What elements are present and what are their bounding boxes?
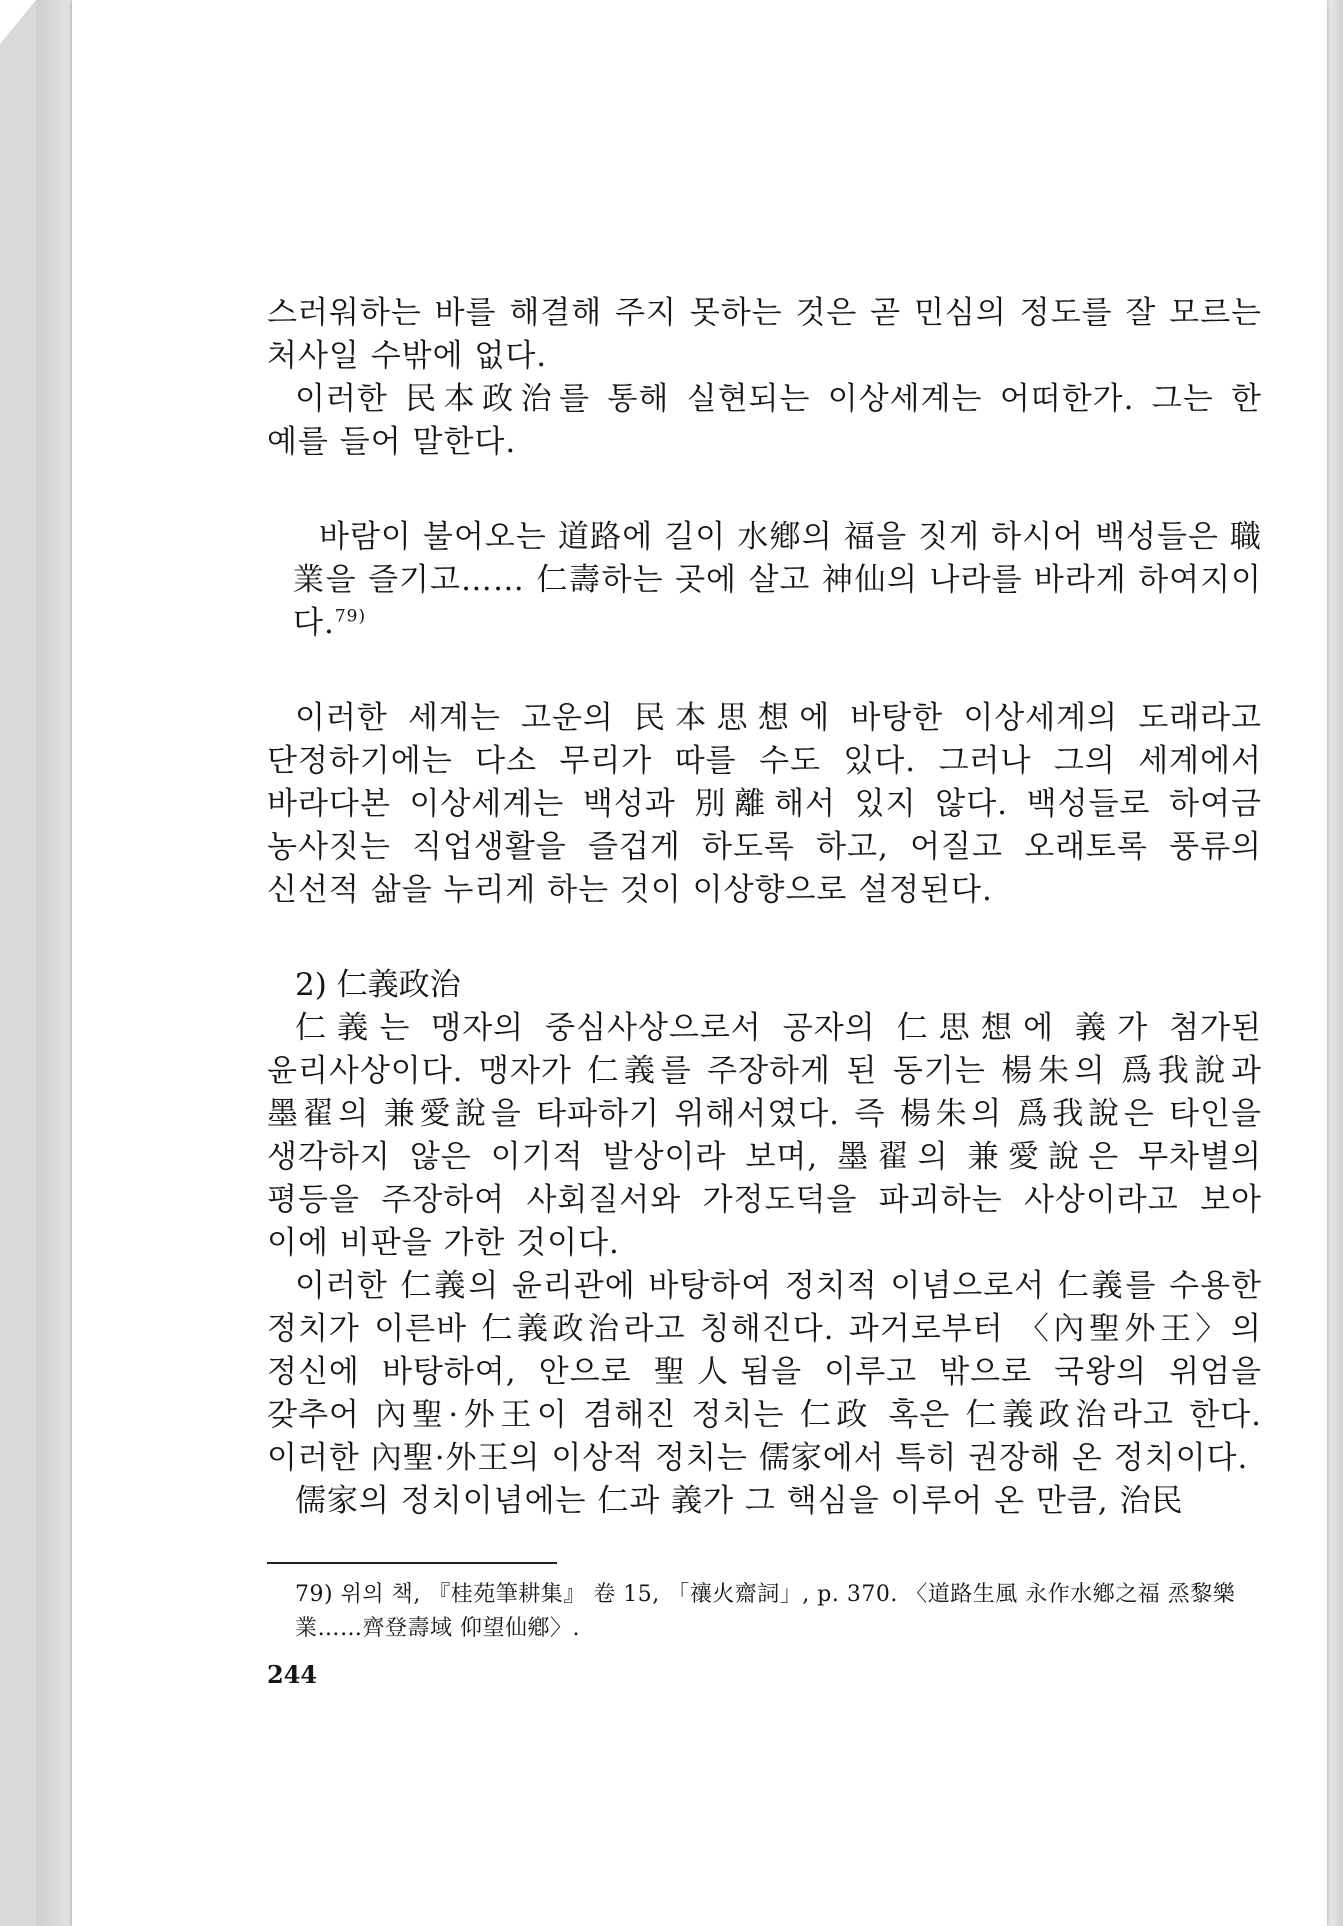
body-text <box>267 292 1262 1523</box>
paragraph-6: 儒家의 정치이념에는 仁과 義가 그 핵심을 이루어 온 만큼, 治民 <box>295 1483 1184 1519</box>
quote-text: 바람이 불어오는 道路에 길이 水鄕의 福을 짓게 하시어 백성들은 職業을 즐기고…… 仁壽하는 곳에 살고 神仙의 나라를 바라게 하여지이다. <box>293 519 1262 641</box>
section-heading: 2) 仁義政治 <box>295 967 461 1003</box>
footnote-rule <box>267 1562 557 1564</box>
paragraph-5: 이러한 仁義의 윤리관에 바탕하여 정치적 이념으로서 仁義를 수용한 정치가 이른바 仁義政治라고 칭해진다. 과거로부터 〈內聖外王〉의 정신에 바탕하여, 안으로 聖人됨을 이루고 밖으로 국왕의 위엄을 갖추어 內聖·外王이 겸해진 정치는 仁政 혹은 仁義政治라고 한다. 이러한 內聖·外王의 이상적 정치는 儒家에서 특히 권장해 온 정치이다. <box>267 1268 1262 1476</box>
footnote-reference: 79) <box>334 606 367 627</box>
page-number: 244 <box>267 1660 318 1689</box>
book-right-edge <box>1327 0 1343 1926</box>
block-quote <box>267 516 1262 645</box>
footnote: 79) 위의 책, 『桂苑筆耕集』 卷 15, 「禳火齋詞」, p. 370. 〈道路生風 永作水鄕之福 烝黎樂業……齊登壽域 仰望仙鄕〉. <box>295 1582 1236 1641</box>
paragraph-3: 이러한 세계는 고운의 民本思想에 바탕한 이상세계의 도래라고 단정하기에는 다소 무리가 따를 수도 있다. 그러나 그의 세계에서 바라다본 이상세계는 백성과 別離해서 있지 않다. 백성들로 하여금 농사짓는 직업생활을 즐겁게 하도록 하고, 어질고 오래토록 풍류의 신선적 삶을 누리게 하는 것이 이상향으로 설정된다. <box>267 700 1262 908</box>
book-spine <box>36 0 72 1926</box>
paragraph-2: 이러한 民本政治를 통해 실현되는 이상세계는 어떠한가. 그는 한 예를 들어 말한다. <box>267 381 1262 460</box>
paragraph-1: 스러워하는 바를 해결해 주지 못하는 것은 곧 민심의 정도를 잘 모르는 처사일 수밖에 없다. <box>267 295 1262 374</box>
paragraph-4: 仁義는 맹자의 중심사상으로서 공자의 仁思想에 義가 첨가된 윤리사상이다. 맹자가 仁義를 주장하게 된 동기는 楊朱의 爲我說과 墨翟의 兼愛說을 타파하기 위해서였다. 즉 楊朱의 爲我說은 타인을 생각하지 않은 이기적 발상이라 보며, 墨翟의 兼愛說은 무차별의 평등을 주장하여 사회질서와 가정도덕을 파괴하는 사상이라고 보아 이에 비판을 가한 것이다. <box>267 1010 1262 1261</box>
